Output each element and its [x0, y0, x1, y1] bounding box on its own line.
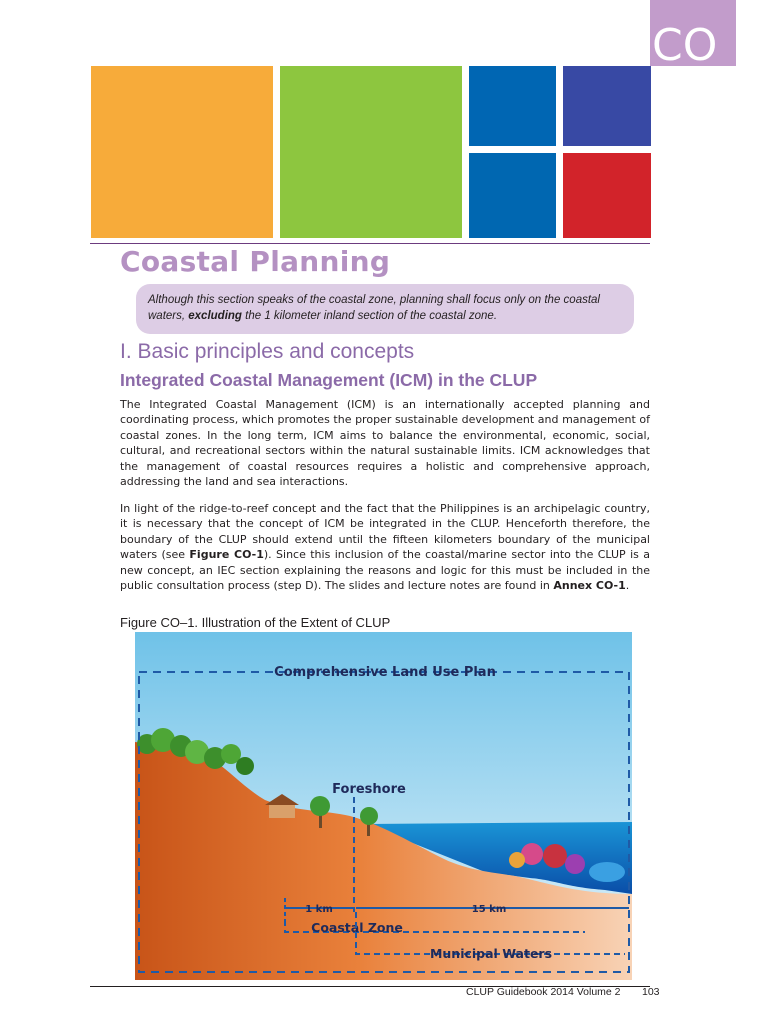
foreshore-label: Foreshore	[332, 782, 406, 797]
note-box	[136, 284, 634, 334]
banner-tile-red	[563, 153, 651, 238]
banner-tile-orange	[91, 66, 273, 238]
paragraph-2-part-3: .	[625, 579, 630, 593]
section-tab: CO	[650, 0, 736, 66]
note-text-end: the 1 kilometer inland section of the coastal zone.	[241, 310, 498, 322]
page-number: 103	[642, 986, 660, 998]
banner-tile-green	[280, 66, 462, 238]
paragraph-2-part-1: In light of the ridge-to-reef concept and the fact that the Philippines is an archipelagic country, it is necessary that the concept of ICM be integrated in the CLUP. Henceforth therefore, the boundary of the CLUP should extend until the fifteen kilometers boundary of the municipal waters (see	[120, 502, 650, 562]
distance-15km-label: 15 km	[471, 904, 507, 915]
footer-text: CLUP Guidebook 2014 Volume 2	[466, 986, 621, 998]
banner-tile-blue	[469, 66, 556, 146]
section-heading: I. Basic principles and concepts	[120, 340, 415, 363]
paragraph-2	[120, 501, 650, 593]
figure-caption: Figure CO–1. Illustration of the Extent of CLUP	[120, 615, 391, 630]
paragraph-1: The Integrated Coastal Management (ICM) is an internationally accepted planning and coordinating process, which promotes the proper sustainable development and management of coastal zones. In the long term, ICM aims to balance the environmental, economic, social, cultural, and recreational sectors within the natural sustainable limits. ICM acknowledges that the management of coastal resources requires a holistic and comprehensive approach, addressing the land and sea interactions.	[120, 398, 650, 489]
paragraph-2-part-2: ). Since this inclusion of the coastal/marine sector into the CLUP is a new concept, an IEC section explaining the reasons and logic for this must be included in the public consultation process (step D). The slides and lecture notes are found in	[120, 548, 650, 593]
clup-label: Comprehensive Land Use Plan	[274, 665, 496, 680]
note-text-start: Although this section speaks of the coastal zone, planning shall focus only on the coastal waters,	[148, 294, 600, 322]
figure-reference: Figure CO-1	[189, 548, 264, 562]
note-text-bold: excluding	[188, 310, 242, 322]
distance-1km-label: 1 km	[305, 904, 333, 915]
subsection-heading: Integrated Coastal Management (ICM) in the CLUP	[120, 370, 538, 390]
municipal-waters-label: Municipal Waters	[429, 946, 553, 961]
banner-tile-blue-2	[469, 153, 556, 238]
page-title: Coastal Planning	[120, 245, 391, 278]
coastal-zone-label: Coastal Zone	[311, 920, 403, 935]
banner-tile-indigo	[563, 66, 651, 146]
header-rule	[90, 243, 650, 244]
annex-reference: Annex CO-1	[553, 579, 626, 593]
clup-extent-illustration	[135, 632, 632, 980]
